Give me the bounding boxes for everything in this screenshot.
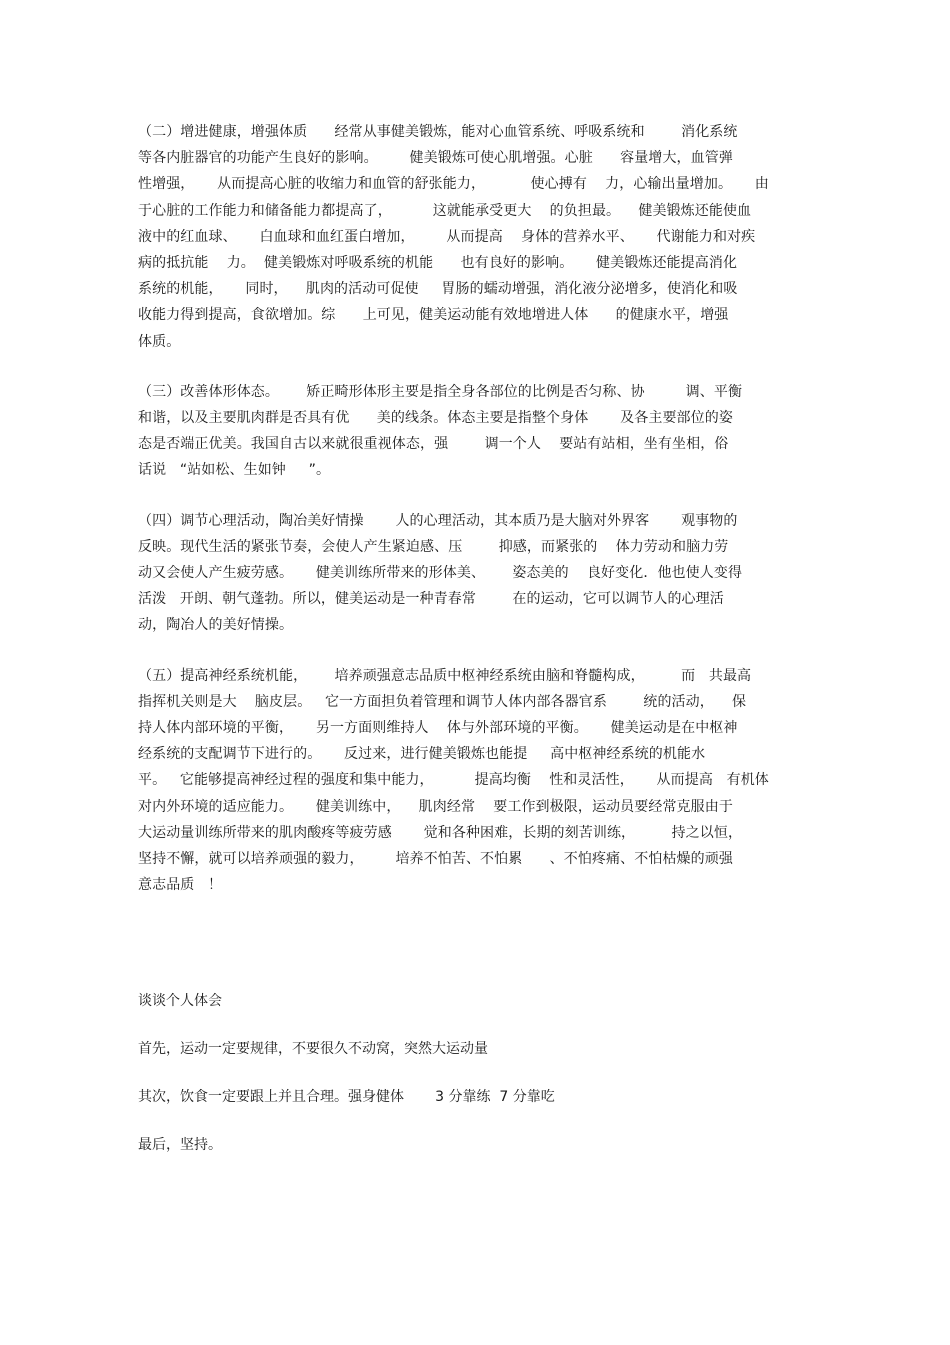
- text-line: 平。 它能够提高神经过程的强度和集中能力， 提高均衡 性和灵活性， 从而提高 有机体: [138, 772, 769, 789]
- text-line: 意志品质 ！: [138, 877, 223, 894]
- note-item: 首先，运动一定要规律，不要很久不动窝，突然大运动量: [138, 1041, 488, 1058]
- text-line: 大运动量训练所带来的肌肉酸疼等疲劳感 觉和各种困难，长期的刻苦训练， 持之以恒，: [138, 824, 743, 841]
- text-line: 液中的红血球、 白血球和血红蛋白增加， 从而提高 身体的营养水平、 代谢能力和对疾: [138, 228, 756, 245]
- text-line: 和谐，以及主要肌肉群是否具有优 美的线条。体态主要是指整个身体 及各主要部位的姿: [138, 410, 733, 427]
- notes-heading: 谈谈个人体会: [138, 993, 222, 1010]
- text-line: （二）增进健康，增强体质 经常从事健美锻炼，能对心血管系统、呼吸系统和 消化系统: [138, 124, 738, 140]
- section-posture: [138, 379, 806, 484]
- text-line: 话说 “站如松、生如钟 ”。: [138, 462, 331, 479]
- text-line: 持人体内部环境的平衡， 另一方面则维持人 体与外部环境的平衡。 健美运动是在中枢神: [138, 720, 738, 737]
- text-line: 等各内脏器官的功能产生良好的影响。 健美锻炼可使心肌增强。心脏 容量增大，血管弹: [138, 150, 733, 167]
- section-psychology: [138, 508, 806, 639]
- note-item: 其次，饮食一定要跟上并且合理。强身健体 3 分靠练 7 分靠吃: [138, 1089, 555, 1106]
- text-line: （五）提高神经系统机能， 培养顽强意志品质中枢神经系统由脑和脊髓构成， 而 共最高: [138, 667, 752, 684]
- text-line: 活泼 开朗、朝气蓬勃。所以，健美运动是一种青春常 在的运动，它可以调节人的心理活: [138, 591, 724, 608]
- text-line: 对内外环境的适应能力。 健美训练中， 肌肉经常 要工作到极限，运动员要经常克服由于: [138, 798, 733, 815]
- text-line: 经系统的支配调节下进行的。 反过来，进行健美锻炼也能提 高中枢神经系统的机能水: [138, 746, 706, 763]
- text-line: 于心脏的工作能力和储备能力都提高了， 这就能承受更大 的负担最。 健美锻炼还能使血: [138, 202, 752, 219]
- note-item: 最后，坚持。: [138, 1137, 222, 1154]
- text-line: 性增强， 从而提高心脏的收缩力和血管的舒张能力， 使心搏有 力，心输出量增加。 由: [138, 176, 769, 193]
- text-line: 动，陶冶人的美好情操。: [138, 617, 294, 634]
- text-line: （三）改善体形体态。 矫正畸形体形主要是指全身各部位的比例是否匀称、协 调、平衡: [138, 383, 743, 400]
- text-line: 动又会使人产生疲劳感。 健美训练所带来的形体美、 姿态美的 良好变化．他也使人变得: [138, 565, 743, 582]
- text-line: 病的抵抗能 力。 健美锻炼对呼吸系统的机能 也有良好的影响。 健美锻炼还能提高消化: [138, 255, 738, 272]
- section-nervous-system: [138, 663, 806, 899]
- text-line: 态是否端正优美。我国自古以来就很重视体态，强 调一个人 要站有站相，坐有坐相，俗: [138, 436, 729, 453]
- text-line: （四）调节心理活动，陶冶美好情操 人的心理活动，其本质乃是大脑对外界客 观事物的: [138, 512, 738, 529]
- document-page: [138, 119, 806, 1180]
- text-line: 系统的机能， 同时， 肌肉的活动可促使 胃肠的蠕动增强，消化液分泌增多，使消化和吸: [138, 281, 738, 298]
- text-line: 体质。: [138, 333, 181, 350]
- personal-notes: [138, 988, 806, 1158]
- text-line: 指挥机关则是大 脑皮层。 它一方面担负着管理和调节人体内部各器官系 统的活动， 保: [138, 693, 747, 710]
- text-line: 坚持不懈，就可以培养顽强的毅力， 培养不怕苦、不怕累 、不怕疼痛、不怕枯燥的顽强: [138, 851, 733, 868]
- text-line: 反映。现代生活的紧张节奏，会使人产生紧迫感、压 抑感，而紧张的 体力劳动和脑力劳: [138, 538, 729, 555]
- section-health: [138, 119, 806, 355]
- text-line: 收能力得到提高，食欲增加。综 上可见，健美运动能有效地增进人体 的健康水平，增强: [138, 307, 729, 324]
- spacer: [138, 922, 806, 988]
